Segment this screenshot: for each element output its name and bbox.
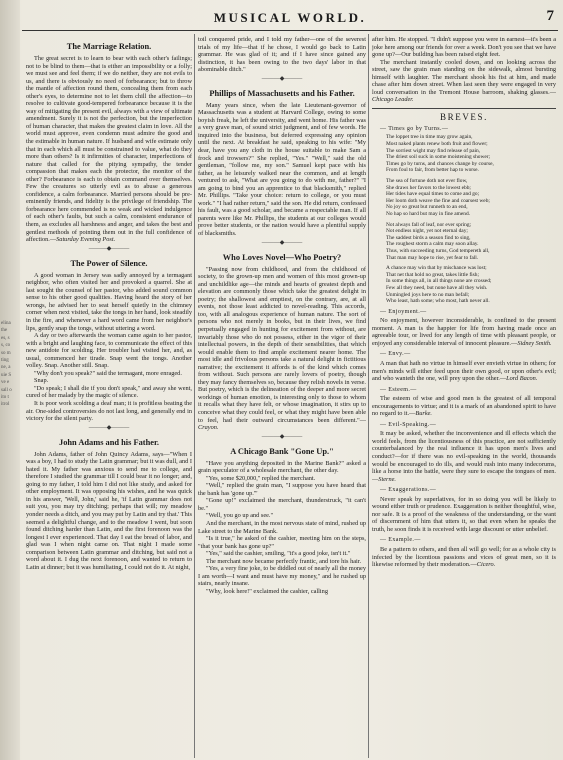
- gutter-fragment: elina: [1, 321, 11, 326]
- article-paragraph: Many years since, when the late Lieutenant-governor of Massachusetts was a student at Harvard College, owing to some boyish freak, he left the university, and went home. His father was a very grave man, of sound strict judgment, and of few words. He inquired into the business, but deferred expressing any opinion until the next. At breakfast he said, speaking to his wife: "My dear, have you any cloth in the house suitable to make Sam a frock and trowsers?" She replied, "Yes." "Well," said the old gentleman, "follow me, my son." Samuel kept pace with his father, as he leisurely walked near the common, and at length ventured to ask, "What are you going to do with me, father?" "I am going to bind you an apprentice to that blacksmith," replied Mr. Phillips. "Take your choice: return to college, or you must work." "I had rather return," said the son. He did return, confessed his fault, was a good scholar, and became a respectable man. If all parents were like Mr. Phillips, the students at our colleges would prove better students, or the nation would have a plentiful supply of blacksmiths.: [198, 101, 366, 238]
- article-paragraph: "Yes, a very fine joke, to be diddled out of nearly all the money I am worth—I want and must have my money," and he rushed up stairs, nearly insane.: [198, 565, 366, 588]
- separator-ornament: ———◆———: [88, 424, 130, 431]
- article-paragraph: "Why don't you speak?" said the termagant, more enraged.: [34, 369, 182, 377]
- breve-source: Sidney Smith.: [517, 339, 552, 347]
- breve-label: — Envy.—: [380, 351, 411, 358]
- column-2: [198, 36, 366, 758]
- poem-line: Not endless night, yet not eternal day;: [386, 228, 468, 235]
- poem-line: Thus, with succeeding turns, God tempereth all,: [386, 247, 490, 254]
- breve-source: Lord Bacon.: [506, 375, 538, 383]
- breve-text: Be a pattern to others, and then all will go well; for as a whole city is infected by the licentious passions and vices of great men, so it is likewise reformed by their moderation.—Cicero.: [372, 546, 556, 569]
- breve-label: — Times go by Turns.—: [380, 125, 449, 132]
- article-title: The Power of Silence.: [70, 258, 148, 268]
- gutter-fragment: uie S: [1, 372, 12, 378]
- article-paragraph: "Do speak; I shall die if you don't speak," and away she went, cured of her malady by the magic of silence.: [26, 384, 192, 400]
- article-title: The Marriage Relation.: [66, 42, 152, 51]
- breve-text: It may be asked, whether the inconvenience and ill effects which the world feels, from the licentiousness of this practice, are not sufficiently counterbalanced by the real influence it has upon men's lives and conduct?—for if there was no evil-speaking in the world, thousands would be encouraged to do ills, and would rush into many indecorums, like a horse into the battle, were they sure to escape the tongues of men.—Sterne.: [372, 430, 556, 483]
- breve-label: — Esteem.—: [380, 386, 417, 393]
- poem-line: Few all they need, but none have all they wish.: [386, 284, 488, 291]
- poem-line: Not always fall of leaf, nor ever spring;: [386, 221, 472, 228]
- article-paragraph: Snap.: [34, 377, 49, 385]
- article-paragraph: A day or two afterwards the woman came again to her pastor, with a bright and laughing face, to communicate the effect of this new antidote for scolding. Her troubler had visited her, and, as usual, commenced her tirade. Snap went the tongs. Another volley. Snap. Another still. Snap.: [26, 332, 192, 370]
- article-paragraph: "Yes," said the cashier, smiling, "it's a good joke, isn't it.": [206, 550, 351, 558]
- gutter-fragment: ito t: [1, 395, 9, 401]
- masthead: [22, 8, 558, 31]
- gutter-fragment: the: [1, 328, 8, 334]
- poem-line: Most naked plants renew both fruit and flower;: [386, 141, 488, 148]
- breve-source: Burke.: [415, 410, 432, 418]
- gutter-fragment: ne, a: [1, 365, 11, 371]
- separator-ornament: ———◆———: [261, 239, 303, 246]
- poem-line: From foul to fair, from better hap to worse.: [386, 167, 479, 174]
- article-paragraph: "Well," replied the grain man, "I suppose you have heard that the bank has 'gone up.'": [198, 482, 366, 497]
- poem-line: Her tides have equal times to come and go;: [386, 191, 480, 198]
- breve-text: The esteem of wise and good men is the greatest of all temporal encouragements to virtue; and it is a mark of an abandoned spirit to have no regard to it.—Burke.: [372, 395, 556, 418]
- gutter-fragment: ting: [1, 358, 9, 364]
- poem-line: Unmingled joys here to no man befall;: [386, 291, 470, 298]
- article-continuation: The merchant instantly cooled down, and on looking across the street, saw the grain man standing on the sidewalk, almost bursting himself with laughter. The merchant shook his fist at him, and made chase after him down street. When last seen they were engaged in very loud conversation in the Tremont House barroom, shaking glasses.—Chicago Leader.: [372, 58, 556, 104]
- article-paragraph: "Passing now from childhood, and from the childhood of society, to the grown-up men and women of this most grown-up and unchildlike age—the minds and hearts of greatest depth and elevation are commonly those which take the greatest delight in poetry; the shallowest and emptiest, on the contrary, are, at all events, not those least addicted to novel-reading. This accords, too, with all analogous experience of human nature. The sort of persons who not merely in books, but in their lives, we find perpetually engaged in hunting for excitement from without, are invariably those who do not possess, either in the vigor of their intellectual powers, in the depth of their sensibilities, that which would enable them to find ample excitement nearer home. The most idle and frivolous persons take a natural delight in fictitious narrative; the excitement it affords is of the kind which comes from without. Such persons are rarely lovers of poetry, though they may fancy themselves so, because they relish novels in verse. But poetry, which is the delineation of the deeper and more secret workings of human emotion, is interesting only to those to whom it recalls what they have felt, or whose imagination, it stirs up to conceive what they could feel, or what they might have been able to feel, had their outward circumstances been different."—Crayon.: [198, 265, 366, 432]
- previous-page-gutter: [0, 0, 20, 760]
- poem-line: Who least, hath some; who most, hath never all.: [386, 298, 490, 305]
- poem-line: The saddest birds a season find to sing,: [386, 234, 471, 241]
- breve-text: A man that hath no virtue in himself ever envieth virtue in others; for men's minds will either feed upon their own good, or upon other's evil; and who wanteth the one, will prey upon the other.—Lord Bacon.: [372, 360, 556, 383]
- breve-text: No enjoyment, however inconsiderable, is confined to the present moment. A man is the happier for life from having made once an agreeable tour, or lived for any length of time with pleasant people, or enjoyed any considerable interval of innocent pleasure.—Sidney Smith.: [372, 317, 556, 347]
- poem-line: In some things all, in all things none are crossed;: [386, 278, 492, 285]
- article-paragraph: "Gone up!" exclaimed the merchant, thunderstruck, "it can't be.": [198, 497, 366, 512]
- article-paragraph: And the merchant, in the most nervous state of mind, rushed up Lake street to the Marine Bank.: [198, 519, 366, 535]
- breve-text: Never speak by superlatives, for in so doing you will be likely to wound either truth or prudence. Exaggeration is neither thoughtful, wise, nor safe. It is a proof of the weakness of the understanding, or the want of discernment of him that utters it, so that even when he speaks the truth, he soon finds it is received with large discount or utter unbelief.: [372, 495, 556, 533]
- column-1: [26, 36, 192, 758]
- poem-line: The sea of fortune doth not ever flow,: [386, 178, 468, 185]
- separator-ornament: ———◆———: [261, 75, 303, 82]
- article-paragraph: The merchant now became perfectly frantic, and tore his hair.: [206, 557, 362, 565]
- article-paragraph: "Yes, some $20,000," replied the merchant.: [206, 474, 316, 482]
- poem-line: Her loom doth weave the fine and coarsest web;: [386, 197, 490, 204]
- article-title: Phillips of Massachusetts and his Father.: [209, 88, 355, 98]
- gutter-fragment: s, co: [1, 343, 11, 349]
- article-title: A Chicago Bank "Gone Up.": [230, 446, 334, 456]
- breve-label: — Enjoyment.—: [380, 308, 427, 315]
- breve-label: — Evil-Speaking.—: [380, 421, 437, 428]
- page-number: 7: [546, 8, 554, 24]
- poem-line: No joy so great but runneth to an end,: [386, 204, 468, 211]
- article-paragraph: It is poor work scolding a deaf man; it is profitless beating the air. One-sided controversies do not last long, and generally end in victory for the silent party.: [26, 399, 192, 423]
- poem-line: The roughest storm a calm may soon allay.: [386, 241, 479, 248]
- article-source: Saturday Evening Post.: [56, 236, 116, 244]
- article-continuation: after him. He stopped. "I didn't suppose you were in earnest—it's been a joke here among our friends for over a week. Don't you see that we have gone up?—Our building has been raised eight feet.: [372, 36, 556, 59]
- article-paragraph: A good woman in Jersey was sadly annoyed by a termagant neighbor, who often visited her and provoked a quarrel. She at last sought the counsel of her pastor, who added sound common sense to his other good qualities. Having heard the story of her wrongs, he advised her to seat herself quietly in the chimney corner when next visited, take the tongs in her hand, look steadily in the fire, and whenever a hard word came from her neighbor's lips, gently snap the tongs, without uttering a word.: [26, 271, 192, 332]
- poem-line: The driest soil suck in some moistening shower;: [386, 154, 491, 161]
- article-title: Who Loves Novel—Who Poetry?: [222, 252, 342, 262]
- breve-source: Sterne.: [378, 475, 396, 483]
- article-paragraph: "Why, look here!" exclaimed the cashier, calling: [206, 587, 328, 595]
- article-paragraph: The great secret is to learn to bear with each other's failings; not to be blind to them—that is either an impossibility or a folly; we must see and feel them; if we do neither, they are not evils to us, and there is obviously no need of forbearance; but to throw the mantle of affection round them, concealing them from each other's eyes, to determine not to let them chill the affection—to resolve to cultivate good-tempered forbearance because it is the way of mitigating the present evil, always with a view of ultimate amendment. Surely it is not the perfection, but the imperfection of human character, that makes the greatest claim in love. All the world must approve, even condemn must admire the good and the estimable in human nature. If husband and wife estimate only that in each which all must be constrained to value, what do they more than others? Is it infirmities of character, imperfections of nature that called for the pitying sympathy, the tender compassion that makes each the protector, the monitor of the other? Forbearance is each to obtain command over themselves. Few the creatures so utterly evil as to abuse a generous confidence, a calm forbearance. Married persons should be pre-eminently friends, and fidelity is the privilege of friendship. The forbearance here commended is no weak and wicked indulgence of each other's faults, but such a calm, consistent endurance of them, as excludes all harshness and anger, and takes the best and gentlest methods of pointing them out in the full confidence of affection.—Saturday Evening Post.: [26, 55, 192, 244]
- breve-label: — Example.—: [380, 537, 421, 544]
- poem-line: That man may hope to rise, yet fear to fall.: [386, 254, 479, 261]
- breves-heading: BREVES.: [372, 108, 556, 122]
- column-rule: [194, 34, 195, 758]
- gutter-fragment: es, s: [1, 335, 10, 341]
- column-rule: [368, 34, 369, 758]
- article-paragraph: "Have you anything deposited in the Marine Bank?" asked a grain speculator of a wholesale merchant, the other day.: [198, 459, 366, 475]
- article-source: Chicago Leader.: [372, 96, 414, 104]
- gutter-fragment: itrol: [1, 402, 10, 408]
- poem-line: Times go by turns, and chances change by course,: [386, 160, 494, 167]
- poem-line: The sorriest wight may find release of pain,: [386, 147, 481, 154]
- separator-ornament: ———◆———: [261, 433, 303, 440]
- separator-ornament: ———◆———: [88, 245, 130, 252]
- gutter-fragment: so m: [1, 350, 11, 356]
- breve-source: Cicero.: [476, 561, 496, 569]
- gutter-fragment: sall o: [1, 387, 12, 393]
- article-source: Crayon.: [198, 424, 219, 432]
- gutter-fragment: ve e: [1, 380, 10, 386]
- poem-line: No hap so hard but may in fine amend.: [386, 211, 470, 217]
- poem-line: A chance may win that by mischance was lost;: [386, 265, 487, 272]
- breve-label: — Exaggerations.—: [380, 487, 437, 494]
- article-paragraph: "Is it true," he asked of the cashier, meeting him on the steps, "that your bank has gone up?": [198, 535, 366, 550]
- poem-line: The loppet tree in time may grow again,: [386, 134, 473, 141]
- poem-line: That net that hold no great, takes little fish;: [386, 271, 479, 278]
- article-title: John Adams and his Father.: [59, 437, 159, 447]
- masthead-title: MUSICAL WORLD.: [213, 10, 367, 25]
- article-paragraph: "Well, you go up and see.": [206, 512, 274, 520]
- poem: [386, 134, 556, 304]
- column-3: [372, 36, 556, 758]
- poem-line: She draws her favors to the lowest ebb;: [386, 184, 471, 191]
- article-continuation: toil conquered pride, and I told my father—one of the severest trials of my life—that if he chose, I would go back to Latin grammar. He was glad of it; and if I have since gained any distinction, it has been owing to the two days' labor in that abominable ditch.": [198, 36, 366, 74]
- article-paragraph: John Adams, father of John Quincy Adams, says—"When I was a boy, I had to study the Latin grammar; but it was dull, and I hated it. My father was anxious to send me to college, and therefore I studied the grammar till I could bear it no longer; and, going to my father, I told him I did not like study, and asked for other employment. It was opposing his wishes, and he was quick in his answer, 'Well, John,' said he, 'if Latin grammar does not suit you, you may try ditching; perhaps that will; my meadow yonder needs a ditch, and you may put by Latin and try that.' This seemed a delightful change, and to the meadow I went, but soon found ditching harder than Latin, and the first forenoon was the longest I ever experienced. That day I eat the bread of labor, and glad was I when night came on. That night I made some comparison between Latin grammar and ditching, but said not a word about it. I dug the next forenoon, and wanted to return to Latin at dinner; but it was humiliating, I could not do it. At night,: [26, 450, 192, 571]
